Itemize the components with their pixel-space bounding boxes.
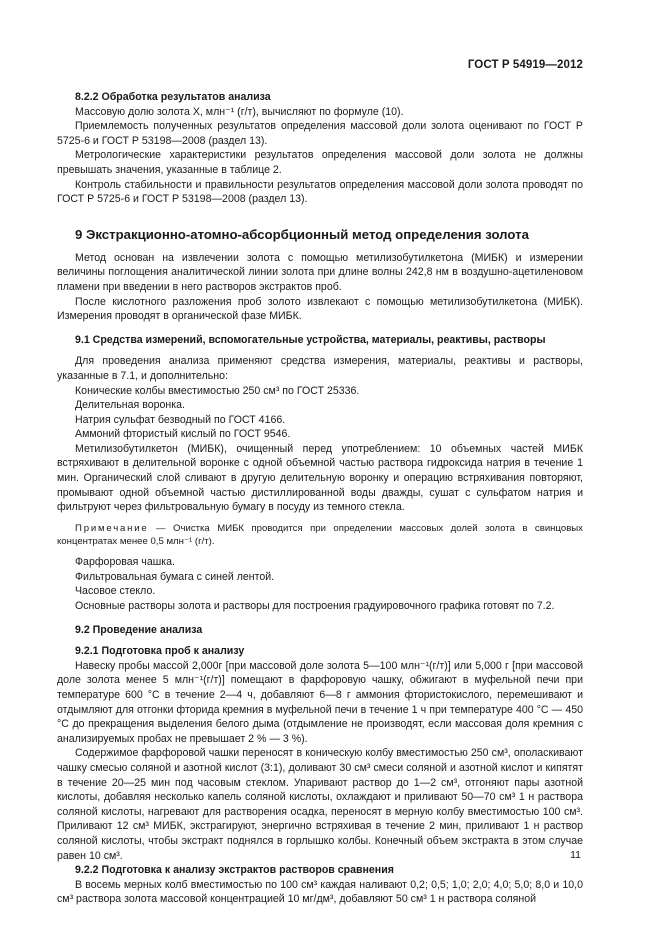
paragraph: Контроль стабильности и правильности результатов определения массовой доли золота проводят по ГОСТ Р 5725-6 и ГОСТ Р 53198—2008 (раздел 13). — [57, 178, 583, 206]
note — [57, 522, 583, 548]
document-body — [57, 90, 583, 907]
paragraph: В восемь мерных колб вместимостью по 100 см³ каждая наливают 0,2; 0,5; 1,0; 2,0; 4,0; 5,0; 8,0 и 10,0 см³ раствора золота массовой концентрацией 10 мг/дм³, добавляют 50 см³ 1 н раствора соляной — [57, 878, 583, 906]
section-8-2-2-heading: 8.2.2 Обработка результатов анализа — [75, 91, 271, 103]
note-text: Очистка МИБК проводится при определении массовых долей золота в свинцовых концентратах менее 0,5 млн⁻¹ (г/т). — [57, 522, 583, 548]
list-item: Аммоний фтористый кислый по ГОСТ 9546. — [75, 428, 291, 441]
note-label: Примечание — [75, 522, 149, 534]
paragraph: Метод основан на извлечении золота с помощью метилизобутилкетона (МИБК) и измерении величины поглощения аналитической линии золота при длине волны 242,8 нм в воздушно-ацетиленовом пламени при введении в него растворов экстрактов проб. — [57, 251, 583, 293]
paragraph: Содержимое фарфоровой чашки переносят в коническую колбу вместимостью 250 см³, ополаскивают чашку смесью соляной и азотной кислот (3:1), доливают 30 см³ смеси соляной и азотной кислот и кипятят в течение 20—25 мин под часовым стеклом. Упаривают раствор до 1—2 см³, отгоняют пары азотной кислоты, добавляя несколько капель соляной кислоты, охлаждают и приливают 50—70 см³ 1 н раствора соляной кислоты, нагревают для растворения осадка, переносят в мерную колбу вместимостью 100 см³. Приливают 12 см³ МИБК, экстрагируют, энергично встряхивая в течение 2 мин, приливают 1 н раствор соляной кислоты, чтобы экстракт поднялся в горлышко колбы. Конечный объем экстракта в этом случае равен 10 см³. — [57, 747, 583, 862]
document-id-header: ГОСТ Р 54919—2012 — [467, 59, 583, 71]
list-item: Фильтровальная бумага с синей лентой. — [75, 570, 275, 583]
paragraph: После кислотного разложения проб золото извлекают с помощью метилизобутилкетона (МИБК). Измерения проводят в органической фазе МИБК. — [57, 295, 583, 323]
list-item: Конические колбы вместимостью 250 см³ по ГОСТ 25336. — [75, 384, 360, 397]
section-9-heading: 9 Экстракционно-атомно-абсорбционный метод определения золота — [75, 226, 529, 242]
list-item: Фарфоровая чашка. — [75, 556, 175, 569]
section-9-2-1-heading: 9.2.1 Подготовка проб к анализу — [75, 645, 245, 658]
paragraph: Приемлемость полученных результатов определения массовой доли золота оценивают по ГОСТ Р 5725-6 и ГОСТ Р 53198—2008 (раздел 13). — [57, 120, 583, 147]
paragraph: Навеску пробы массой 2,000г [при массовой доле золота 5—100 млн⁻¹(г/т)] или 5,000 г [при массовой доле золота менее 5 млн⁻¹(г/т)] помещают в фарфоровую чашку, обжигают в муфельной печи при температуре 600 °С в течение 2—4 ч, добавляют 6—8 г аммония фтористокислого, перемешивают и отдымляют для отгонки фторида кремния в муфельной печи в течение 1 ч при температуре 400 °С — 450 °С до прекращения выделения белого дыма (отдымление не производят, если массовая доля кремния с анализируемых пробах не превышает 2 % — 3 %). — [57, 659, 583, 745]
section-9-1-heading: 9.1 Средства измерений, вспомогательные устройства, материалы, реактивы, растворы — [75, 333, 546, 346]
note-dash: — — [148, 522, 174, 534]
paragraph: Метрологические характеристики результатов определения массовой доли золота не должны превышать значения, указанные в таблице 2. — [57, 149, 583, 176]
paragraph: Основные растворы золота и растворы для построения градуировочного графика готовят по 7.2. — [75, 600, 555, 613]
list-item: Натрия сульфат безводный по ГОСТ 4166. — [75, 413, 286, 426]
paragraph: Массовую долю золота X, млн⁻¹ (г/т), вычисляют по формуле (10). — [75, 105, 404, 118]
page-number: 11 — [570, 849, 581, 861]
paragraph: Метилизобутилкетон (МИБК), очищенный перед употреблением: 10 объемных частей МИБК встряхивают в делительной воронке с одной объемной частью раствора гидроксида натрия в течение 1 мин. Органический слой сливают в другую делительную воронку и операцию встряхивания повторяют, промывают одной объемной частью дистиллированной воды дважды, сушат с сульфатом натрия и фильтруют через фильтровальную бумагу в посуду из темного стекла. — [57, 442, 583, 514]
paragraph: Для проведения анализа применяют средства измерения, материалы, реактивы и растворы, указанные в 7.1, и дополнительно: — [57, 355, 583, 382]
list-item: Часовое стекло. — [75, 585, 156, 598]
section-9-2-heading: 9.2 Проведение анализа — [75, 623, 203, 636]
list-item: Делительная воронка. — [75, 399, 185, 412]
section-9-2-2-heading: 9.2.2 Подготовка к анализу экстрактов растворов сравнения — [75, 864, 394, 877]
